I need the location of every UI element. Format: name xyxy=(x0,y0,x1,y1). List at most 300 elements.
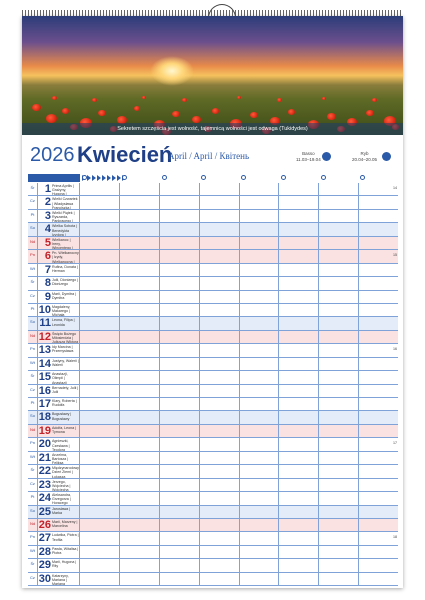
planner-cell[interactable] xyxy=(240,398,280,410)
planner-cell[interactable] xyxy=(279,317,319,329)
planner-cell[interactable] xyxy=(200,317,240,329)
day-row xyxy=(28,519,398,532)
planner-cell[interactable] xyxy=(240,277,280,289)
day-row xyxy=(28,425,398,438)
planner-cell[interactable] xyxy=(80,411,120,423)
day-row xyxy=(28,452,398,465)
planner-cell[interactable] xyxy=(80,358,120,370)
planner-cell[interactable] xyxy=(279,250,319,262)
planner-cell[interactable] xyxy=(120,492,160,504)
planner-cell[interactable] xyxy=(279,506,319,518)
planner-cell[interactable] xyxy=(279,210,319,222)
planner-cell[interactable] xyxy=(160,331,200,343)
planner-cell[interactable] xyxy=(200,291,240,303)
planner-cell[interactable] xyxy=(80,183,120,195)
planner-cell[interactable] xyxy=(279,344,319,356)
planner-cell[interactable] xyxy=(240,479,280,491)
day-row xyxy=(28,532,398,545)
poppy-flower xyxy=(288,109,295,115)
planner-cell[interactable] xyxy=(279,425,319,437)
planner-cell[interactable] xyxy=(279,237,319,249)
planner-cell[interactable] xyxy=(120,291,160,303)
column-icons xyxy=(80,174,398,182)
planner-cell[interactable] xyxy=(359,277,398,289)
planner-cell[interactable] xyxy=(80,237,120,249)
planner-cell[interactable] xyxy=(200,532,240,544)
name-days: Wielka Sobota | Benedykta Izydora | xyxy=(52,223,80,235)
planner-cells xyxy=(80,452,398,464)
day-row xyxy=(28,492,398,505)
planner-cell[interactable] xyxy=(80,385,120,397)
planner-cell[interactable] xyxy=(80,291,120,303)
planner-cell[interactable] xyxy=(80,317,120,329)
planner-cell[interactable] xyxy=(80,196,120,208)
planner-cell[interactable] xyxy=(80,452,120,464)
planner-cell[interactable] xyxy=(120,264,160,276)
planner-cell[interactable] xyxy=(120,183,160,195)
planner-cell[interactable] xyxy=(279,223,319,235)
planner-cell[interactable] xyxy=(279,559,319,571)
planner-cell[interactable] xyxy=(200,559,240,571)
planner-cell[interactable] xyxy=(359,237,398,249)
planner-cell[interactable] xyxy=(240,250,280,262)
day-row xyxy=(28,358,398,371)
planner-cell[interactable] xyxy=(120,411,160,423)
planner-cell[interactable] xyxy=(120,277,160,289)
planner-cell[interactable] xyxy=(200,385,240,397)
planner-cell[interactable] xyxy=(200,438,240,450)
poppy-flower xyxy=(322,97,326,100)
day-number: 6 xyxy=(44,250,51,263)
planner-cell[interactable] xyxy=(160,425,200,437)
next-zodiac-dates: 20.04–20.05 xyxy=(352,157,378,162)
planner-cell[interactable] xyxy=(80,344,120,356)
planner-cell[interactable] xyxy=(80,223,120,235)
poppy-flower xyxy=(52,96,57,100)
planner-cells xyxy=(80,385,398,397)
planner-cell[interactable] xyxy=(279,385,319,397)
day-row xyxy=(28,331,398,344)
zodiac-icon xyxy=(322,152,331,161)
planner-cells xyxy=(80,425,398,437)
day-row xyxy=(28,546,398,559)
planner-cell[interactable] xyxy=(319,371,359,383)
planner-cell[interactable] xyxy=(319,210,359,222)
planner-cell[interactable] xyxy=(240,331,280,343)
day-of-week: Nd xyxy=(28,331,38,343)
day-row xyxy=(28,506,398,519)
planner-cell[interactable] xyxy=(359,358,398,370)
planner-cell[interactable] xyxy=(80,519,120,531)
planner-cell[interactable] xyxy=(200,465,240,477)
planner-cell[interactable] xyxy=(319,223,359,235)
planner-cell[interactable] xyxy=(120,479,160,491)
planner-cell[interactable] xyxy=(120,344,160,356)
planner-cell[interactable] xyxy=(279,183,319,195)
planner-cell[interactable] xyxy=(160,452,200,464)
planner-cell[interactable] xyxy=(200,331,240,343)
planner-cell[interactable] xyxy=(200,358,240,370)
planner-cell[interactable] xyxy=(319,317,359,329)
planner-cell[interactable] xyxy=(359,371,398,383)
planner-cell[interactable] xyxy=(80,264,120,276)
day-of-week: Wt xyxy=(28,452,38,464)
poppy-flower xyxy=(142,96,146,99)
name-days: Adolfa, Leona | Tymona xyxy=(52,425,80,437)
planner-cell[interactable] xyxy=(80,210,120,222)
planner-cell[interactable] xyxy=(160,573,200,585)
planner-cell[interactable] xyxy=(200,223,240,235)
planner-cell[interactable] xyxy=(359,331,398,343)
planner-cell[interactable] xyxy=(240,425,280,437)
planner-cell[interactable] xyxy=(160,344,200,356)
day-row xyxy=(28,304,398,317)
planner-cell[interactable] xyxy=(359,546,398,558)
planner-cell[interactable] xyxy=(160,559,200,571)
planner-cell[interactable] xyxy=(240,559,280,571)
planner-cell[interactable] xyxy=(120,573,160,585)
planner-cell[interactable] xyxy=(80,425,120,437)
planner-cell[interactable] xyxy=(200,573,240,585)
planner-cell[interactable] xyxy=(200,210,240,222)
planner-cell[interactable] xyxy=(319,492,359,504)
day-number: 27 xyxy=(38,532,51,545)
planner-cell[interactable] xyxy=(319,452,359,464)
day-number: 11 xyxy=(39,317,51,330)
day-of-week: Nd xyxy=(28,519,38,531)
planner-cells xyxy=(80,559,398,571)
planner-cell[interactable] xyxy=(120,358,160,370)
planner-cell[interactable] xyxy=(160,264,200,276)
planner-cell[interactable] xyxy=(359,223,398,235)
planner-cell[interactable] xyxy=(279,452,319,464)
day-row xyxy=(28,264,398,277)
planner-cell[interactable] xyxy=(120,519,160,531)
planner-cell[interactable] xyxy=(200,546,240,558)
name-days: Ludwika, Piotra | Teofila xyxy=(52,532,80,544)
planner-cell[interactable] xyxy=(200,371,240,383)
planner-cell[interactable] xyxy=(279,331,319,343)
planner-cell[interactable] xyxy=(200,479,240,491)
planner-cell[interactable] xyxy=(160,237,200,249)
planner-cell[interactable] xyxy=(120,196,160,208)
planner-cell[interactable] xyxy=(120,425,160,437)
planner-cell[interactable] xyxy=(279,411,319,423)
planner-cell[interactable] xyxy=(319,479,359,491)
poppy-flower xyxy=(237,96,241,99)
planner-cell[interactable] xyxy=(240,519,280,531)
day-of-week: Cz xyxy=(28,291,38,303)
planner-cell[interactable] xyxy=(80,331,120,343)
planner-cell[interactable] xyxy=(120,237,160,249)
planner-cell[interactable] xyxy=(319,291,359,303)
planner-cell[interactable] xyxy=(120,438,160,450)
planner-cell[interactable] xyxy=(160,277,200,289)
planner-cell[interactable] xyxy=(240,532,280,544)
column-circle-icon xyxy=(241,175,246,180)
planner-cell[interactable] xyxy=(240,506,280,518)
planner-cell[interactable] xyxy=(160,438,200,450)
planner-cell[interactable] xyxy=(240,573,280,585)
planner-cell[interactable] xyxy=(279,398,319,410)
planner-cell[interactable] xyxy=(120,398,160,410)
planner-cell[interactable] xyxy=(319,264,359,276)
planner-cell[interactable] xyxy=(319,304,359,316)
planner-cell[interactable] xyxy=(359,452,398,464)
planner-cell[interactable] xyxy=(359,573,398,585)
planner-cell[interactable] xyxy=(200,492,240,504)
planner-cell[interactable] xyxy=(319,546,359,558)
planner-cell[interactable] xyxy=(319,438,359,450)
name-days: Jarosława | Marka xyxy=(52,506,80,518)
day-row xyxy=(28,398,398,411)
day-row xyxy=(28,250,398,263)
planner-cell[interactable] xyxy=(160,465,200,477)
planner-cell[interactable] xyxy=(359,210,398,222)
planner-cell[interactable] xyxy=(240,438,280,450)
planner-cell[interactable] xyxy=(120,385,160,397)
planner-cell[interactable] xyxy=(240,344,280,356)
planner-cell[interactable] xyxy=(200,250,240,262)
day-of-week: Śr xyxy=(28,371,38,383)
planner-cell[interactable] xyxy=(319,237,359,249)
planner-cell[interactable] xyxy=(160,398,200,410)
planner-cell[interactable] xyxy=(359,291,398,303)
planner-cell[interactable] xyxy=(319,196,359,208)
planner-cell[interactable] xyxy=(240,385,280,397)
planner-cell[interactable] xyxy=(160,317,200,329)
planner-cell[interactable] xyxy=(240,264,280,276)
planner-cell[interactable] xyxy=(80,398,120,410)
planner-cell[interactable] xyxy=(359,506,398,518)
planner-cell[interactable] xyxy=(240,196,280,208)
planner-cell[interactable] xyxy=(319,398,359,410)
planner-cell[interactable] xyxy=(319,465,359,477)
planner-cell[interactable] xyxy=(319,506,359,518)
day-of-week: Wt xyxy=(28,358,38,370)
planner-cell[interactable] xyxy=(279,196,319,208)
planner-cell[interactable] xyxy=(240,452,280,464)
planner-cell[interactable] xyxy=(200,398,240,410)
day-of-week: Pn xyxy=(28,344,38,356)
planner-cell[interactable] xyxy=(279,546,319,558)
planner-cell[interactable] xyxy=(240,210,280,222)
planner-cell[interactable] xyxy=(240,223,280,235)
planner-cell[interactable] xyxy=(160,546,200,558)
planner-cell[interactable] xyxy=(80,277,120,289)
planner-cell[interactable] xyxy=(319,573,359,585)
name-days: Bogusławy | Bogusławy xyxy=(52,411,80,423)
day-of-week: Pt xyxy=(28,492,38,504)
planner-cell[interactable] xyxy=(359,385,398,397)
planner-cell[interactable] xyxy=(359,519,398,531)
day-row xyxy=(28,465,398,478)
planner-cell[interactable] xyxy=(319,425,359,437)
planner-cell[interactable] xyxy=(80,479,120,491)
planner-cell[interactable] xyxy=(120,506,160,518)
planner-cell[interactable] xyxy=(120,210,160,222)
planner-cell[interactable] xyxy=(160,304,200,316)
planner-cell[interactable] xyxy=(240,371,280,383)
day-row xyxy=(28,223,398,236)
day-row xyxy=(28,210,398,223)
week-number: 17 xyxy=(393,441,397,446)
name-days: Święto Bożego Miłosierdzia | Juliusza Wiktora xyxy=(52,331,79,344)
planner-cell[interactable] xyxy=(160,411,200,423)
planner-cell[interactable] xyxy=(120,331,160,343)
planner-cell[interactable] xyxy=(200,425,240,437)
planner-cell[interactable] xyxy=(359,479,398,491)
planner-cell[interactable] xyxy=(279,438,319,450)
planner-cell[interactable] xyxy=(359,264,398,276)
planner-cell[interactable] xyxy=(359,304,398,316)
planner-cell[interactable] xyxy=(240,411,280,423)
planner-cell[interactable] xyxy=(279,573,319,585)
column-circle-icon xyxy=(122,175,127,180)
planner-cell[interactable] xyxy=(160,291,200,303)
planner-cell[interactable] xyxy=(279,532,319,544)
planner-cell[interactable] xyxy=(80,573,120,585)
planner-cell[interactable] xyxy=(120,546,160,558)
planner-cell[interactable] xyxy=(240,291,280,303)
planner-cell[interactable] xyxy=(200,237,240,249)
planner-cell[interactable] xyxy=(200,506,240,518)
planner-cell[interactable] xyxy=(160,385,200,397)
planner-cell[interactable] xyxy=(80,304,120,316)
planner-cell[interactable] xyxy=(319,183,359,195)
day-number: 24 xyxy=(38,492,51,505)
day-of-week: Śr xyxy=(28,183,38,195)
planner-cell[interactable] xyxy=(359,317,398,329)
planner-cell[interactable] xyxy=(319,411,359,423)
day-number: 16 xyxy=(38,384,51,397)
planner-cell[interactable] xyxy=(80,546,120,558)
planner-cell[interactable] xyxy=(80,371,120,383)
planner-cell[interactable] xyxy=(120,304,160,316)
planner-cell[interactable] xyxy=(120,223,160,235)
planner-cell[interactable] xyxy=(200,519,240,531)
planner-cell[interactable] xyxy=(160,358,200,370)
planner-cell[interactable] xyxy=(279,465,319,477)
planner-cell[interactable] xyxy=(200,304,240,316)
planner-cell[interactable] xyxy=(200,264,240,276)
planner-cell[interactable] xyxy=(240,304,280,316)
planner-cell[interactable] xyxy=(80,250,120,262)
planner-cell[interactable] xyxy=(279,479,319,491)
planner-cells xyxy=(80,438,398,450)
planner-cell[interactable] xyxy=(160,223,200,235)
planner-cell[interactable] xyxy=(160,371,200,383)
poppy-flower xyxy=(212,108,219,114)
planner-cell[interactable] xyxy=(160,250,200,262)
planner-cell[interactable] xyxy=(120,250,160,262)
planner-cell[interactable] xyxy=(279,358,319,370)
poppy-flower xyxy=(172,111,180,117)
planner-cell[interactable] xyxy=(160,183,200,195)
planner-cell[interactable] xyxy=(359,465,398,477)
planner-cell[interactable] xyxy=(359,425,398,437)
planner-cell[interactable] xyxy=(160,210,200,222)
planner-cell[interactable] xyxy=(80,492,120,504)
planner-cell[interactable] xyxy=(120,452,160,464)
planner-cell[interactable] xyxy=(359,492,398,504)
planner-cell[interactable] xyxy=(120,317,160,329)
planner-cell[interactable] xyxy=(319,344,359,356)
planner-cells xyxy=(80,264,398,276)
planner-cell[interactable] xyxy=(240,465,280,477)
day-number: 2 xyxy=(44,196,51,209)
planner-cell[interactable] xyxy=(359,559,398,571)
planner-cell[interactable] xyxy=(319,385,359,397)
planner-cell[interactable] xyxy=(160,532,200,544)
planner-cell[interactable] xyxy=(319,331,359,343)
planner-cell[interactable] xyxy=(240,237,280,249)
planner-cell[interactable] xyxy=(200,183,240,195)
planner-cell[interactable] xyxy=(319,519,359,531)
planner-cell[interactable] xyxy=(240,546,280,558)
planner-cells xyxy=(80,492,398,504)
day-row xyxy=(28,183,398,196)
planner-cell[interactable] xyxy=(359,411,398,423)
planner-cell[interactable] xyxy=(279,519,319,531)
planner-cell[interactable] xyxy=(120,532,160,544)
planner-cell[interactable] xyxy=(279,371,319,383)
planner-cell[interactable] xyxy=(319,532,359,544)
planner-cell[interactable] xyxy=(319,358,359,370)
planner-cell[interactable] xyxy=(200,344,240,356)
planner-cell[interactable] xyxy=(319,277,359,289)
planner-cell[interactable] xyxy=(279,291,319,303)
planner-cell[interactable] xyxy=(240,358,280,370)
planner-cell[interactable] xyxy=(200,411,240,423)
planner-cell[interactable] xyxy=(200,277,240,289)
planner-cell[interactable] xyxy=(120,465,160,477)
planner-cell[interactable] xyxy=(279,264,319,276)
poppy-flower xyxy=(46,114,57,123)
planner-cell[interactable] xyxy=(80,506,120,518)
planner-cell[interactable] xyxy=(120,559,160,571)
planner-cells xyxy=(80,237,398,249)
planner-cell[interactable] xyxy=(240,317,280,329)
name-days: Międzynarodowy Dzień Ziemi | Łukasza xyxy=(52,466,79,478)
day-of-week: Pn xyxy=(28,250,38,262)
planner-cell[interactable] xyxy=(160,479,200,491)
planner-cell[interactable] xyxy=(319,559,359,571)
planner-cell[interactable] xyxy=(279,304,319,316)
planner-cell[interactable] xyxy=(80,465,120,477)
planner-cell[interactable] xyxy=(359,196,398,208)
planner-cell[interactable] xyxy=(80,559,120,571)
planner-cell[interactable] xyxy=(160,506,200,518)
planner-cell[interactable] xyxy=(279,492,319,504)
day-of-week: Wt xyxy=(28,546,38,558)
planner-cell[interactable] xyxy=(200,196,240,208)
planner-cell[interactable] xyxy=(160,492,200,504)
planner-cell[interactable] xyxy=(359,398,398,410)
planner-cell[interactable] xyxy=(80,438,120,450)
planner-cell[interactable] xyxy=(80,532,120,544)
planner-cell[interactable] xyxy=(120,371,160,383)
planner-cell[interactable] xyxy=(160,519,200,531)
planner-cell[interactable] xyxy=(200,452,240,464)
planner-cell[interactable] xyxy=(240,183,280,195)
planner-cell[interactable] xyxy=(160,196,200,208)
planner-cell[interactable] xyxy=(240,492,280,504)
day-of-week: Pn xyxy=(28,438,38,450)
planner-cell[interactable] xyxy=(319,250,359,262)
day-of-week: Nd xyxy=(28,425,38,437)
planner-cell[interactable] xyxy=(279,277,319,289)
